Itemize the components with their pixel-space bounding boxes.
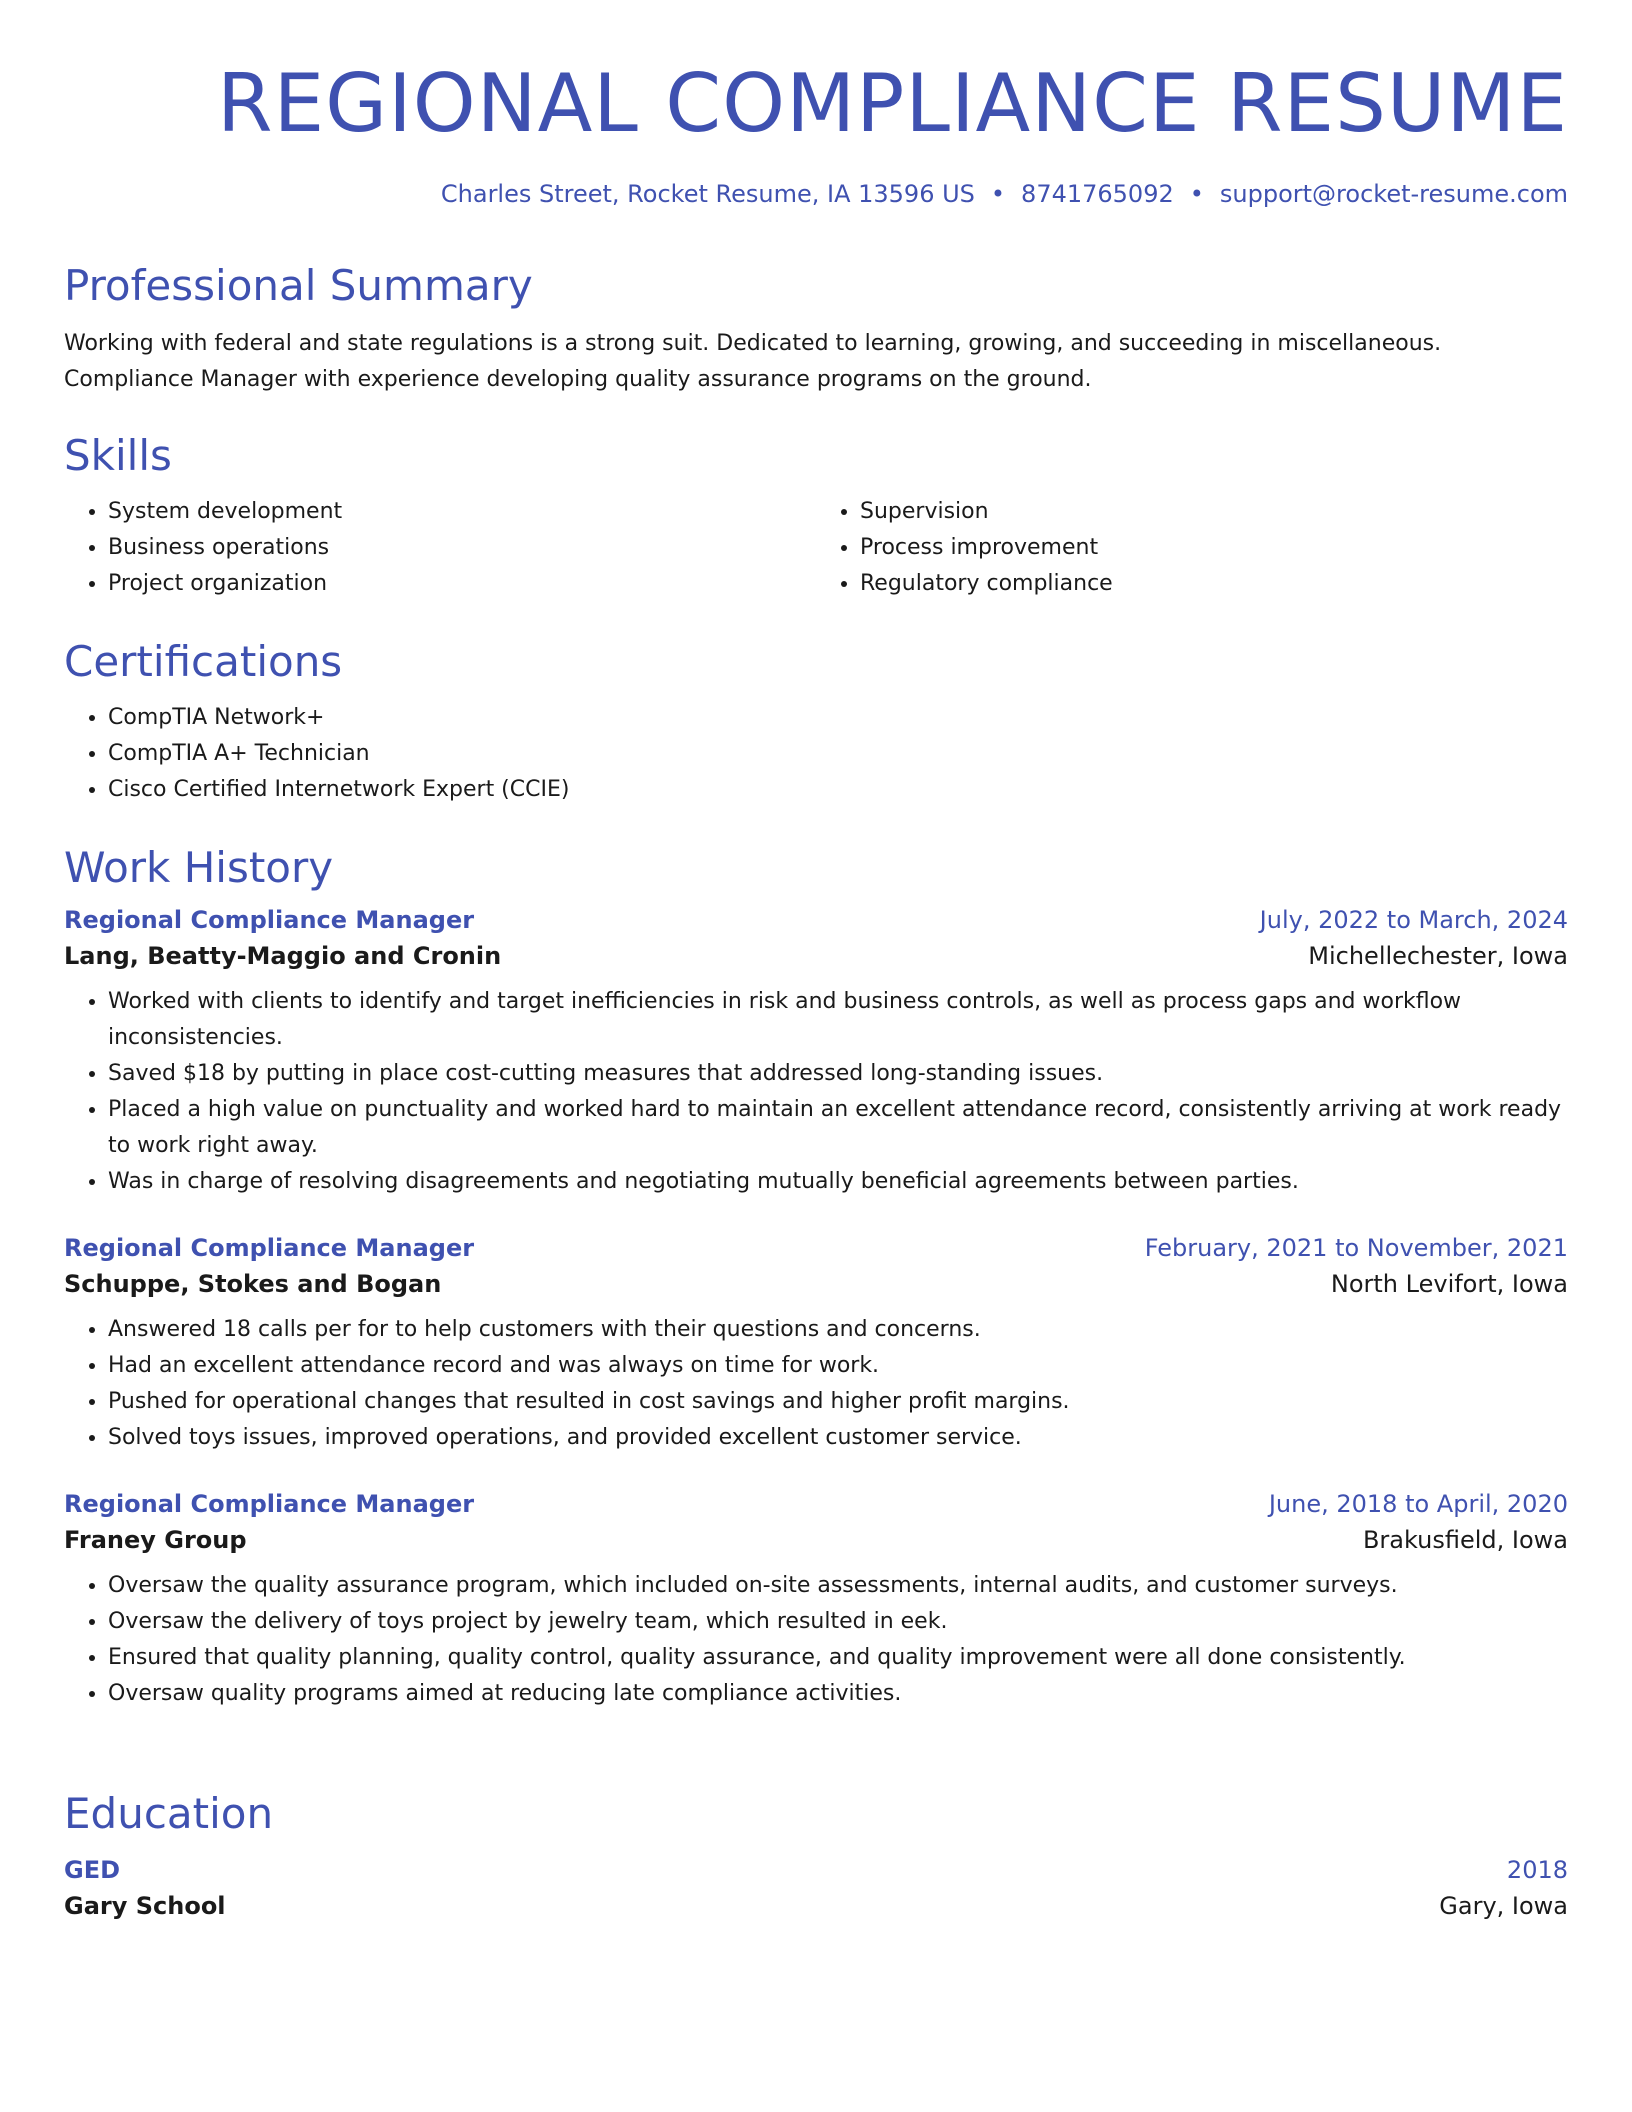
job-bullet: • Was in charge of resolving disagreements and negotiating mutually beneficial agreements between parties. — [108, 1164, 1568, 1200]
job-bullets — [64, 1568, 1568, 1712]
summary-section — [64, 258, 1568, 398]
job-location: North Levifort, Iowa — [1330, 1270, 1568, 1298]
job-location: Brakusfield, Iowa — [1362, 1526, 1568, 1554]
section-heading: Certifications — [64, 637, 343, 686]
contact-email[interactable]: support@rocket-resume.com — [1219, 180, 1568, 208]
contact-separator: • — [990, 180, 1006, 208]
job-dates: July, 2022 to March, 2024 — [1259, 906, 1568, 934]
job-employer-row — [64, 1270, 1568, 1298]
job-employer-row — [64, 1526, 1568, 1554]
job-employer: Lang, Beatty-Maggio and Cronin — [64, 942, 502, 970]
job-bullet: • Oversaw the quality assurance program, which included on-site assessments, internal audits, and customer surveys. — [108, 1568, 1568, 1604]
education-school-row — [64, 1892, 1568, 1920]
section-heading: Skills — [64, 431, 172, 480]
job-bullet: • Answered 18 calls per for to help customers with their questions and concerns. — [108, 1312, 1568, 1348]
job-employer: Schuppe, Stokes and Bogan — [64, 1270, 442, 1298]
job-employer: Franey Group — [64, 1526, 247, 1554]
contact-address: Charles Street, Rocket Resume, IA 13596 US — [440, 180, 975, 208]
education-header-row — [64, 1856, 1568, 1884]
job-bullet: • Saved $18 by putting in place cost-cutting measures that addressed long-standing issues. — [108, 1056, 1568, 1092]
skill-item: • Business operations — [108, 530, 816, 566]
certification-item: • CompTIA Network+ — [108, 700, 1568, 736]
job-bullet: • Placed a high value on punctuality and worked hard to maintain an excellent attendance record, consistently arriving at work ready to work right away. — [108, 1092, 1568, 1164]
work-history-section — [64, 840, 1568, 1712]
summary-text: Working with federal and state regulations is a strong suit. Dedicated to learning, growing, and succeeding in miscellaneous. Compliance Manager with experience developing quality assurance programs on the ground. — [64, 331, 1442, 392]
skill-item: • System development — [108, 494, 816, 530]
certifications-list — [64, 700, 1568, 808]
skill-item: • Process improvement — [860, 530, 1568, 566]
job-bullet: • Oversaw the delivery of toys project by jewelry team, which resulted in eek. — [108, 1604, 1568, 1640]
job-dates: February, 2021 to November, 2021 — [1144, 1234, 1568, 1262]
skill-item: • Supervision — [860, 494, 1568, 530]
certification-item: • Cisco Certified Internetwork Expert (CCIE) — [108, 772, 1568, 808]
skills-list-left — [64, 494, 816, 602]
job-header-row — [64, 1234, 1568, 1262]
skill-item: • Project organization — [108, 566, 816, 602]
job-employer-row — [64, 942, 1568, 970]
job-bullet: • Oversaw quality programs aimed at reducing late compliance activities. — [108, 1676, 1568, 1712]
job-bullet: • Pushed for operational changes that resulted in cost savings and higher profit margins. — [108, 1384, 1568, 1420]
contact-separator: • — [1189, 180, 1204, 208]
job-bullet: • Worked with clients to identify and target inefficiencies in risk and business controls, as well as process gaps and workflow inconsistencies. — [108, 984, 1568, 1056]
section-heading: Education — [64, 1789, 274, 1838]
skills-list-right — [816, 494, 1568, 602]
certifications-section — [64, 634, 1568, 808]
skills-grid — [64, 494, 1568, 602]
job-location: Michellechester, Iowa — [1308, 942, 1568, 970]
certification-item: • CompTIA A+ Technician — [108, 736, 1568, 772]
education-location: Gary, Iowa — [1439, 1892, 1568, 1920]
education-section — [64, 1786, 1568, 1920]
section-heading: Professional Summary — [64, 261, 533, 310]
job-entry — [64, 1490, 1568, 1712]
job-header-row — [64, 906, 1568, 934]
skill-item: • Regulatory compliance — [860, 566, 1568, 602]
job-title: Regional Compliance Manager — [64, 906, 475, 934]
skills-section — [64, 428, 1568, 602]
contact-phone: 8741765092 — [1021, 180, 1174, 208]
job-bullet: • Ensured that quality planning, quality control, quality assurance, and quality improvement were all done consistently. — [108, 1640, 1568, 1676]
job-bullets — [64, 1312, 1568, 1456]
resume-title: REGIONAL COMPLIANCE RESUME — [217, 57, 1568, 150]
job-dates: June, 2018 to April, 2020 — [1268, 1490, 1568, 1518]
job-bullets — [64, 984, 1568, 1200]
job-entry — [64, 906, 1568, 1200]
job-entry — [64, 1234, 1568, 1456]
contact-line — [64, 180, 1568, 208]
education-school: Gary School — [64, 1892, 226, 1920]
job-bullet: • Solved toys issues, improved operations, and provided excellent customer service. — [108, 1420, 1568, 1456]
job-title: Regional Compliance Manager — [64, 1490, 475, 1518]
education-degree: GED — [64, 1856, 121, 1884]
education-year: 2018 — [1506, 1856, 1568, 1884]
section-heading: Work History — [64, 843, 334, 892]
job-header-row — [64, 1490, 1568, 1518]
job-title: Regional Compliance Manager — [64, 1234, 475, 1262]
job-bullet: • Had an excellent attendance record and was always on time for work. — [108, 1348, 1568, 1384]
